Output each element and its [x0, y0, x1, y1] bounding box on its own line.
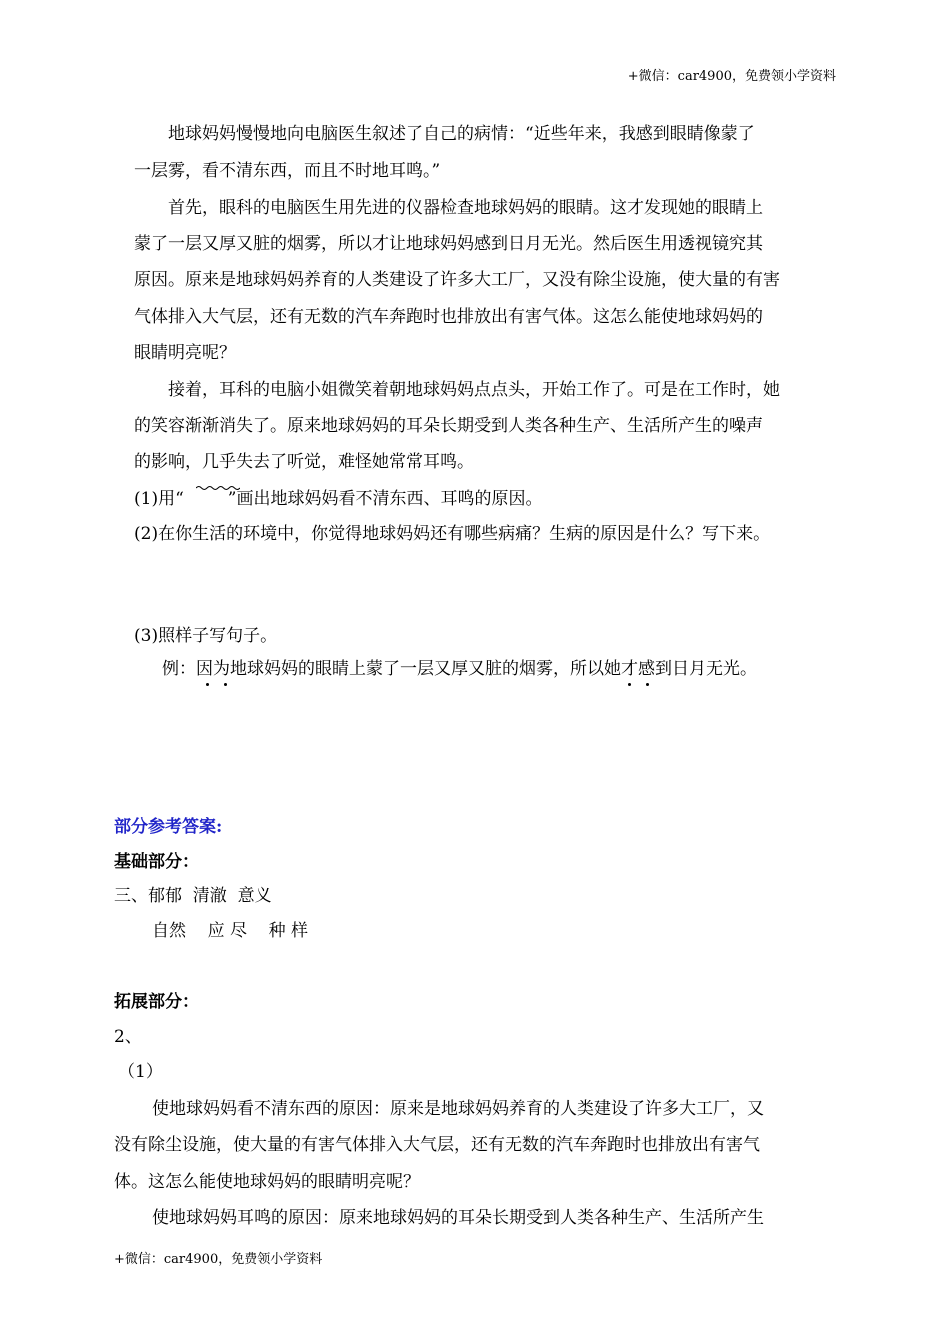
- basic-answer-row: 自然 应 尽 种 样: [152, 921, 309, 941]
- question-1-prefix: (1)用“: [134, 489, 184, 509]
- header-note: +微信：car4900，免费领小学资料: [627, 69, 836, 84]
- answers-title: 部分参考答案:: [114, 817, 223, 837]
- emphasis-dot: [646, 683, 649, 686]
- passage-line: 接着，耳科的电脑小姐微笑着朝地球妈妈点点头，开始工作了。可是在工作时，她: [168, 380, 780, 400]
- answer-line: 使地球妈妈看不清东西的原因：原来是地球妈妈养育的人类建设了许多大工厂，又: [152, 1099, 764, 1119]
- emphasis-dot: [628, 683, 631, 686]
- answer-line: 体。这怎么能使地球妈妈的眼睛明亮呢？: [114, 1172, 420, 1192]
- example-sentence: 例：因为地球妈妈的眼睛上蒙了一层又厚又脏的烟雾，所以她才感到日月无光。: [162, 659, 757, 679]
- question-1: [134, 489, 542, 509]
- passage-line: 的笑容渐渐消失了。原来地球妈妈的耳朵长期受到人类各种生产、生活所产生的噪声: [134, 416, 763, 436]
- extension-number: 2、: [114, 1027, 142, 1047]
- passage-line: 的影响，几乎失去了听觉，难怪她常常耳鸣。: [134, 452, 474, 472]
- passage-line: 地球妈妈慢慢地向电脑医生叙述了自己的病情：“近些年来，我感到眼睛像蒙了: [168, 124, 755, 144]
- answer-line: 使地球妈妈耳鸣的原因：原来地球妈妈的耳朵长期受到人类各种生产、生活所产生: [152, 1208, 764, 1228]
- emphasis-dot: [224, 683, 227, 686]
- question-3: (3)照样子写句子。: [134, 626, 278, 646]
- passage-line: 蒙了一层又厚又脏的烟雾，所以才让地球妈妈感到日月无光。然后医生用透视镜究其: [134, 234, 763, 254]
- extension-section-title: 拓展部分：: [114, 992, 199, 1012]
- emphasis-dot: [206, 683, 209, 686]
- basic-section-title: 基础部分：: [114, 852, 199, 872]
- question-1-suffix: ”画出地球妈妈看不清东西、耳鸣的原因。: [227, 489, 543, 509]
- question-2: (2)在你生活的环境中，你觉得地球妈妈还有哪些病痛？生病的原因是什么？写下来。: [134, 524, 771, 544]
- basic-answer-row: 三、郁郁 清澈 意义: [114, 886, 272, 906]
- passage-line: 首先，眼科的电脑医生用先进的仪器检查地球妈妈的眼睛。这才发现她的眼睛上: [168, 198, 763, 218]
- passage-line: 气体排入大气层，还有无数的汽车奔跑时也排放出有害气体。这怎么能使地球妈妈的: [134, 307, 763, 327]
- answer-line: 没有除尘设施，使大量的有害气体排入大气层，还有无数的汽车奔跑时也排放出有害气: [114, 1135, 760, 1155]
- passage-line: 一层雾，看不清东西，而且不时地耳鸣。”: [134, 161, 441, 181]
- passage-line: 眼睛明亮呢？: [134, 343, 236, 363]
- footer-note: +微信：car4900，免费领小学资料: [114, 1252, 323, 1267]
- wavy-line-icon: [196, 485, 240, 491]
- passage-line: 原因。原来是地球妈妈养育的人类建设了许多大工厂，又没有除尘设施，使大量的有害: [134, 270, 780, 290]
- extension-subnumber: （1）: [118, 1062, 163, 1082]
